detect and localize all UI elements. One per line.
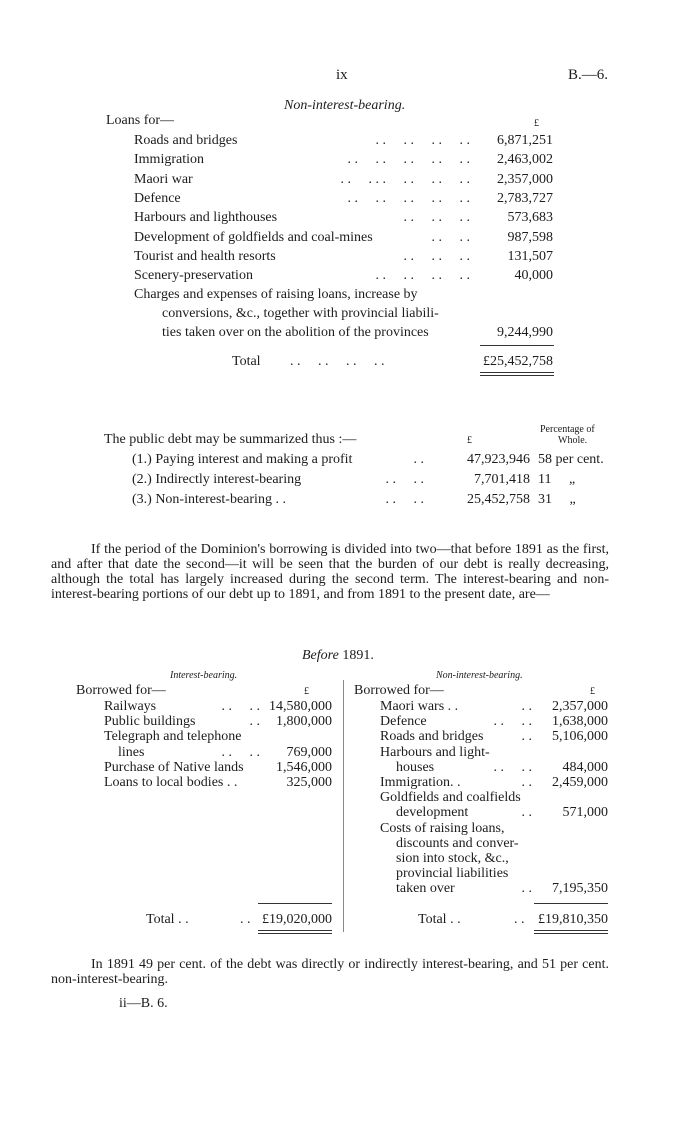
interest-bearing-subheading: Interest-bearing.: [170, 670, 238, 681]
loan-item-value: 40,000: [514, 268, 553, 284]
summary-intro: The public debt may be summarized thus :—: [104, 432, 357, 447]
left-currency: £: [304, 686, 309, 697]
loan-item-value: 987,598: [507, 229, 553, 245]
interest-item-dots: . . . .: [221, 744, 260, 760]
summary-currency: £: [467, 435, 472, 446]
non-interest-item-value: 5,106,000: [552, 729, 608, 745]
interest-item-dots: . .: [249, 714, 260, 730]
non-interest-item-value: 1,638,000: [552, 714, 608, 730]
charges-line: conversions, &c., together with provincial liabili-: [162, 306, 439, 321]
summary-row-percent: 31 „: [538, 492, 576, 507]
charges-line: Charges and expenses of raising loans, increase by: [134, 287, 418, 302]
right-borrowed-for: Borrowed for—: [354, 683, 444, 698]
left-total-double-rule: [258, 930, 332, 931]
non-interest-item-dots: . .: [521, 729, 532, 745]
loan-item-dots: . . . . . . . . . . .: [340, 171, 470, 187]
before-word: Before: [302, 648, 339, 663]
percentage-header: Percentage of: [540, 424, 595, 435]
summary-row-value: 47,923,946: [467, 452, 530, 467]
non-interest-item-label: sion into stock, &c.,: [396, 851, 509, 866]
body-paragraph: If the period of the Dominion's borrowing is divided into two—that before 1891 as the first, and after that date the second—it will be seen that the burden of our debt is really decreasing, although the total has largely increased during the second term. The interest-bearing and non-interest-bearing portions of our debt up to 1891, and from 1891 to the present date, are—: [51, 542, 609, 602]
interest-item-value: 14,580,000: [269, 699, 332, 714]
left-total-label: Total . .: [146, 912, 189, 927]
summary-row-label: (2.) Indirectly interest-bearing: [132, 472, 302, 487]
summary-row-dots: . .: [413, 452, 424, 467]
total-double-rule: [480, 375, 554, 376]
non-interest-item-label: Maori wars . .: [380, 699, 459, 714]
non-interest-item-value: 2,357,000: [552, 699, 608, 714]
summary-row-percent: 11 „: [538, 472, 576, 487]
right-total-dots: . .: [514, 912, 525, 927]
loan-item-value: 2,463,002: [497, 152, 553, 168]
interest-item-label: Telegraph and telephone: [104, 729, 242, 745]
interest-item-value: 1,800,000: [276, 714, 332, 730]
non-interest-item-value: 571,000: [562, 805, 608, 821]
page-signature: ii—B. 6.: [119, 996, 168, 1011]
loan-item-label: Development of goldfields and coal-mines: [134, 229, 373, 245]
interest-item-dots: . . . .: [221, 699, 260, 714]
interest-item-label: Railways: [104, 699, 157, 714]
summary-row-label: (3.) Non-interest-bearing . .: [132, 492, 286, 507]
interest-item-value: 769,000: [286, 744, 332, 760]
loan-item-value: 2,357,000: [497, 171, 553, 187]
left-borrowed-for: Borrowed for—: [76, 683, 166, 698]
non-interest-item-label: Costs of raising loans,: [380, 820, 505, 836]
loan-item-dots: . . . . . .: [403, 210, 470, 226]
charges-value: 9,244,990: [497, 325, 553, 340]
right-total-value: £19,810,350: [538, 912, 608, 927]
subtotal-rule: [480, 345, 554, 346]
footer-paragraph: In 1891 49 per cent. of the debt was directly or indirectly interest-bearing, and 51 per cent. non-interest-bearing.: [51, 957, 609, 987]
total-label: Total: [232, 354, 261, 369]
non-interest-item-label: Goldfields and coalfields: [380, 790, 521, 806]
column-divider: [343, 680, 344, 932]
loan-item-label: Roads and bridges: [134, 133, 238, 148]
loan-item-label: Defence: [134, 190, 181, 206]
left-total-double-rule: [258, 933, 332, 934]
total-double-rule: [480, 372, 554, 373]
left-subtotal-rule: [258, 903, 332, 904]
non-interest-item-dots: . .: [521, 881, 532, 897]
summary-row-dots: . . . .: [385, 492, 424, 507]
non-interest-item-value: 484,000: [562, 759, 608, 775]
non-interest-bearing-subheading: Non-interest-bearing.: [436, 670, 523, 681]
loan-item-dots: . . . . . . . .: [375, 133, 470, 148]
summary-row-value: 7,701,418: [474, 472, 530, 487]
non-interest-item-label: discounts and conver-: [396, 835, 519, 851]
right-total-double-rule: [534, 930, 608, 931]
right-total-double-rule: [534, 933, 608, 934]
document-reference: B.—6.: [568, 67, 609, 83]
summary-row-percent: 58 per cent.: [538, 452, 604, 467]
page-number: ix: [336, 67, 348, 83]
non-interest-item-dots: . . . .: [493, 714, 532, 730]
charges-line: ties taken over on the abolition of the provinces: [162, 325, 429, 340]
interest-item-label: Public buildings: [104, 714, 196, 730]
non-interest-item-dots: . .: [521, 775, 532, 790]
non-interest-item-value: 7,195,350: [552, 881, 608, 897]
non-interest-item-label: houses: [396, 759, 435, 775]
currency-symbol: £: [534, 118, 539, 129]
interest-item-value: 1,546,000: [276, 759, 332, 775]
non-interest-item-label: Immigration. .: [380, 775, 461, 790]
interest-item-label: Purchase of Native lands: [104, 759, 244, 775]
interest-item-label: lines: [118, 744, 145, 760]
non-interest-item-label: provincial liabilities: [396, 866, 509, 882]
left-total-value: £19,020,000: [262, 912, 332, 927]
non-interest-item-dots: . .: [521, 699, 532, 714]
loan-item-dots: . . . . . .: [403, 248, 470, 264]
non-interest-item-label: taken over: [396, 881, 455, 897]
loan-item-value: 573,683: [507, 210, 553, 226]
loan-item-label: Scenery-preservation: [134, 268, 253, 284]
non-interest-item-label: Defence: [380, 714, 427, 730]
non-interest-item-label: Harbours and light-: [380, 744, 490, 760]
summary-row-dots: . . . .: [385, 472, 424, 487]
non-interest-item-label: Roads and bridges: [380, 729, 484, 745]
loan-item-label: Immigration: [134, 152, 204, 168]
interest-item-value: 325,000: [286, 775, 332, 790]
non-interest-item-label: development: [396, 805, 469, 821]
non-interest-item-value: 2,459,000: [552, 775, 608, 790]
right-total-label: Total . .: [418, 912, 461, 927]
left-total-dots: . .: [240, 912, 251, 927]
loan-item-value: 2,783,727: [497, 190, 553, 206]
percentage-header: Whole.: [558, 435, 588, 446]
summary-row-value: 25,452,758: [467, 492, 530, 507]
total-dots: . . . . . . . .: [290, 354, 385, 369]
right-currency: £: [590, 686, 595, 697]
loan-item-label: Harbours and lighthouses: [134, 210, 278, 226]
loan-item-value: 131,507: [507, 248, 553, 264]
loans-for-label: Loans for—: [106, 113, 175, 128]
total-value: £25,452,758: [483, 354, 553, 369]
before-year: 1891.: [342, 648, 374, 663]
loan-item-label: Tourist and health resorts: [134, 248, 276, 264]
section-title: Non-interest-bearing.: [284, 98, 406, 113]
loan-item-value: 6,871,251: [497, 133, 553, 148]
interest-item-label: Loans to local bodies . .: [104, 775, 238, 790]
before-heading: [302, 649, 374, 663]
loan-item-label: Maori war: [134, 171, 193, 187]
non-interest-item-dots: . .: [521, 805, 532, 821]
loan-item-dots: . . . . . . . . . .: [347, 190, 470, 206]
loan-item-dots: . . . . . . . . . .: [347, 152, 470, 168]
loan-item-dots: . . . . . . . .: [375, 268, 470, 284]
non-interest-item-dots: . . . .: [493, 759, 532, 775]
loan-item-dots: . . . .: [431, 229, 470, 245]
summary-row-label: (1.) Paying interest and making a profit: [132, 452, 353, 467]
right-subtotal-rule: [534, 903, 608, 904]
